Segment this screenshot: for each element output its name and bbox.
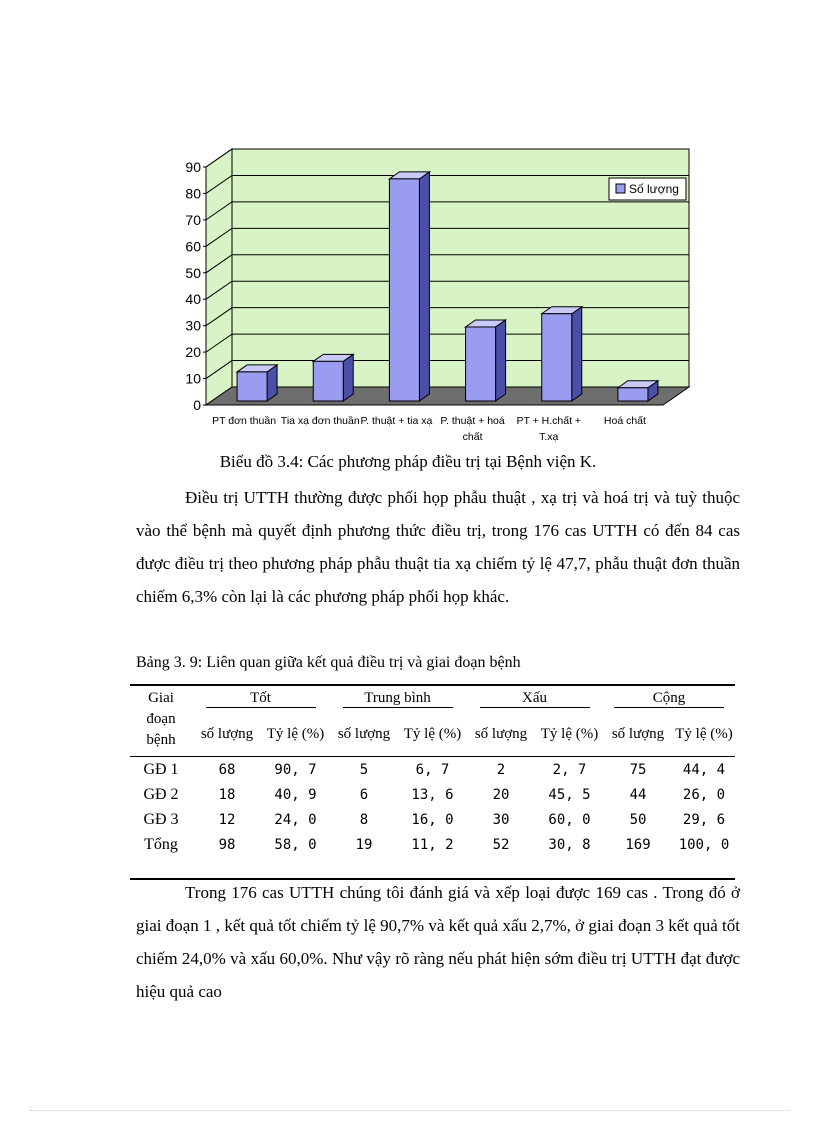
x-category-label: chất bbox=[462, 431, 483, 443]
table-row bbox=[130, 782, 735, 807]
x-category-label: PT + H.chất + bbox=[516, 415, 582, 427]
group-header bbox=[466, 685, 603, 712]
table-cell: 29, 6 bbox=[682, 811, 726, 828]
sub-header-count: số lượng bbox=[329, 712, 399, 757]
bar bbox=[542, 314, 572, 401]
table-cell: 50 bbox=[629, 811, 647, 828]
table-row bbox=[130, 807, 735, 832]
bar-side bbox=[419, 172, 429, 401]
table-row bbox=[130, 757, 735, 783]
table-cell: 26, 0 bbox=[682, 786, 726, 803]
table-body bbox=[130, 757, 735, 858]
y-tick-label: 20 bbox=[185, 344, 201, 361]
table-cell: 2 bbox=[496, 761, 506, 778]
table-row bbox=[130, 832, 735, 857]
row-label: Tổng bbox=[144, 835, 178, 853]
table-cell: 2, 7 bbox=[552, 761, 587, 778]
table-cell: 30 bbox=[492, 811, 510, 828]
table-cell: 16, 0 bbox=[411, 811, 454, 828]
group-header-text: Trung bình bbox=[343, 690, 453, 708]
chart-floor bbox=[206, 387, 689, 405]
paragraph-2 bbox=[136, 876, 740, 1008]
table-cell: 45, 5 bbox=[548, 786, 591, 803]
table-cell: 75 bbox=[629, 761, 647, 778]
bar bbox=[618, 388, 648, 401]
table-cell: 90, 7 bbox=[274, 761, 317, 778]
table-cell: 52 bbox=[492, 836, 510, 853]
results-table bbox=[130, 684, 735, 857]
bar bbox=[389, 179, 419, 401]
paragraph-2-text: Trong 176 cas UTTH chúng tôi đánh giá và xếp loại được 169 cas . Trong đó ở giai đoạn 1 , kết quả tốt chiếm tỷ lệ 90,7% và kết quả xấu 2,7%, ở giai đoạn 3 kết quả tốt chiếm 24,0% và xấu 60,0%. Như vậy rõ ràng nếu phát hiện sớm điều trị UTTH đạt được hiệu quả cao bbox=[136, 883, 740, 1001]
table-cell: 100, 0 bbox=[678, 836, 730, 853]
sub-header-pct: Tỷ lệ (%) bbox=[399, 712, 466, 757]
group-header-text: Cộng bbox=[614, 690, 724, 708]
sub-header-pct: Tỷ lệ (%) bbox=[673, 712, 735, 757]
y-tick-label: 50 bbox=[185, 264, 201, 281]
x-category-label: Hoá chất bbox=[603, 415, 646, 427]
table-cell: 11, 2 bbox=[411, 836, 454, 853]
sub-header-count: số lượng bbox=[192, 712, 262, 757]
table-cell: 12 bbox=[218, 811, 236, 828]
y-tick-label: 80 bbox=[185, 185, 201, 202]
y-tick-label: 60 bbox=[185, 238, 201, 255]
bar bbox=[313, 361, 343, 401]
y-tick-label: 30 bbox=[185, 317, 201, 334]
table-cell: 44 bbox=[629, 786, 647, 803]
row-label: GĐ 3 bbox=[143, 810, 179, 828]
legend-label: Số lượng bbox=[629, 182, 679, 196]
bar bbox=[237, 372, 267, 401]
table-cell: 8 bbox=[359, 811, 369, 828]
paragraph-1-text: Điều trị UTTH thường được phối họp phẫu thuật , xạ trị và hoá trị và tuỳ thuộc vào thể bệnh mà quyết định phương thức điều trị, trong 176 cas UTTH có đến 84 cas được điều trị theo phương pháp phẫu thuật tia xạ chiếm tỷ lệ 47,7, phẫu thuật đơn thuần chiếm 6,3% còn lại là các phương pháp phối họp khác. bbox=[136, 488, 740, 606]
y-tick-label: 70 bbox=[185, 211, 201, 228]
bar-side bbox=[496, 320, 506, 401]
stage-header-text: Giai đoạn bệnh bbox=[146, 690, 176, 748]
table-cell: 40, 9 bbox=[274, 786, 317, 803]
y-tick-label: 90 bbox=[185, 159, 201, 175]
x-category-label: P. thuật + hoá bbox=[440, 415, 505, 427]
bar-side bbox=[343, 354, 353, 401]
table-cell: 5 bbox=[359, 761, 369, 778]
table-cell: 13, 6 bbox=[411, 786, 454, 803]
table-cell: 30, 8 bbox=[548, 836, 591, 853]
legend-swatch bbox=[616, 184, 625, 193]
x-category-label: T.xạ bbox=[539, 431, 559, 443]
group-header-text: Tốt bbox=[206, 690, 316, 708]
y-tick-label: 10 bbox=[185, 370, 201, 387]
paragraph-1 bbox=[136, 481, 740, 613]
table-cell: 19 bbox=[355, 836, 373, 853]
y-tick-label: 40 bbox=[185, 291, 201, 308]
page-footer-rule bbox=[30, 1110, 790, 1111]
stage-header bbox=[130, 685, 192, 757]
table-cell: 60, 0 bbox=[548, 811, 591, 828]
table-cell: 6 bbox=[359, 786, 369, 803]
y-tick-label: 0 bbox=[193, 397, 201, 413]
table-cell: 44, 4 bbox=[682, 761, 726, 778]
x-category-label: PT đơn thuần bbox=[212, 415, 277, 427]
table-cell: 18 bbox=[218, 786, 236, 803]
chart-side-wall bbox=[206, 149, 232, 405]
table-cell: 98 bbox=[218, 836, 236, 853]
bar-chart bbox=[175, 140, 705, 450]
group-header bbox=[603, 685, 735, 712]
chart-svg bbox=[175, 140, 705, 450]
table-cell: 58, 0 bbox=[274, 836, 317, 853]
table-cell: 169 bbox=[625, 836, 651, 853]
table-cell: 68 bbox=[218, 761, 236, 778]
group-header-text: Xấu bbox=[480, 690, 590, 708]
bar bbox=[466, 327, 496, 401]
row-label: GĐ 1 bbox=[143, 760, 179, 778]
row-label: GĐ 2 bbox=[143, 785, 179, 803]
sub-header-count: số lượng bbox=[466, 712, 536, 757]
group-header bbox=[329, 685, 466, 712]
sub-header-count: số lượng bbox=[603, 712, 673, 757]
x-category-label: Tia xạ đơn thuần bbox=[280, 415, 360, 427]
table-cell: 20 bbox=[492, 786, 510, 803]
sub-header-pct: Tỷ lệ (%) bbox=[536, 712, 603, 757]
table-cell: 6, 7 bbox=[415, 761, 450, 778]
sub-header-pct: Tỷ lệ (%) bbox=[262, 712, 329, 757]
group-header bbox=[192, 685, 329, 712]
x-category-label: P. thuật + tia xạ bbox=[360, 415, 433, 427]
chart-caption: Biểu đồ 3.4: Các phương pháp điều trị tại Bệnh viện K. bbox=[219, 452, 597, 471]
table-title: Bảng 3. 9: Liên quan giữa kết quả điều trị và giai đoạn bệnh bbox=[136, 654, 521, 671]
table-cell: 24, 0 bbox=[274, 811, 317, 828]
bar-side bbox=[572, 307, 582, 401]
